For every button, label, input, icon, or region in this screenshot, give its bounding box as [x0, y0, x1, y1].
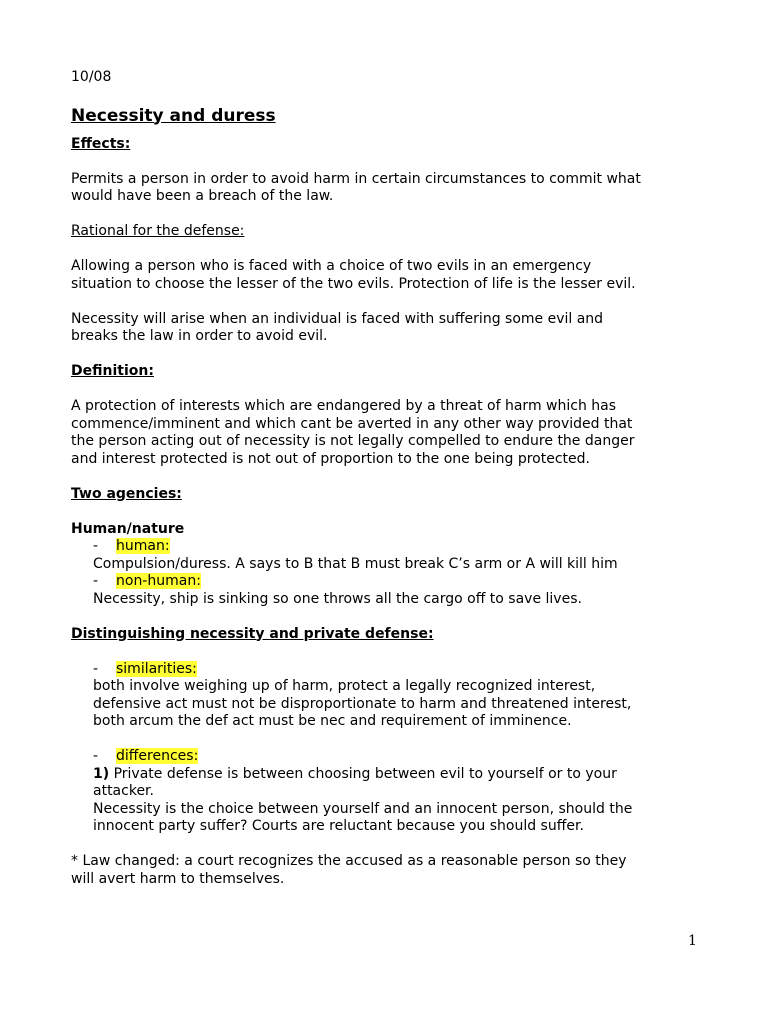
- differences-line: Necessity is the choice between yourself and an innocent person, should the: [93, 800, 633, 817]
- definition-line: A protection of interests which are endangered by a threat of harm which has: [71, 398, 617, 414]
- document-page: [71, 69, 711, 888]
- similarities-line: both involve weighing up of harm, protect a legally recognized interest,: [93, 678, 596, 694]
- bullet-row: [71, 573, 711, 591]
- note-line: * Law changed: a court recognizes the accused as a reasonable person so they: [71, 853, 627, 869]
- rational-line: situation to choose the lesser of the two evils. Protection of life is the lesser evil.: [71, 275, 636, 292]
- bullet-dash: -: [93, 573, 99, 589]
- differences-number: 1): [93, 765, 110, 782]
- similarities-line: both arcum the def act must be nec and requirement of imminence.: [93, 713, 572, 729]
- definition-heading: Definition:: [71, 363, 154, 379]
- rational-line: Allowing a person who is faced with a choice of two evils in an emergency: [71, 258, 592, 274]
- distinguishing-heading: Distinguishing necessity and private defense:: [71, 625, 434, 642]
- highlighted-label: similarities:: [116, 660, 197, 677]
- document-title: Necessity and duress: [71, 105, 276, 126]
- highlighted-label: human:: [116, 538, 170, 554]
- differences-line: innocent party suffer? Courts are reluctant because you should suffer.: [93, 818, 584, 834]
- rational-line: breaks the law in order to avoid evil.: [71, 328, 328, 344]
- similarities-line: defensive act must not be disproportionate to harm and threatened interest,: [93, 695, 632, 712]
- effects-heading: Effects:: [71, 135, 131, 152]
- differences-line: attacker.: [93, 783, 154, 799]
- definition-line: commence/imminent and which cant be averted in any other way provided that: [71, 415, 633, 432]
- rational-line: Necessity will arise when an individual is faced with suffering some evil and: [71, 310, 604, 327]
- note-line: will avert harm to themselves.: [71, 870, 285, 887]
- page-number: 1: [688, 933, 697, 949]
- bullet-row: [71, 538, 711, 556]
- agencies-subheading: Human/nature: [71, 520, 185, 537]
- highlighted-label: non-human:: [116, 573, 201, 589]
- effects-line: Permits a person in order to avoid harm in certain circumstances to commit what: [71, 170, 641, 187]
- bullet-dash: -: [93, 660, 99, 677]
- bullet-dash: -: [93, 538, 99, 554]
- differences-first-line: Private defense is between choosing between evil to yourself or to your: [109, 765, 617, 782]
- definition-line: and interest protected is not out of proportion to the one being protected.: [71, 450, 590, 467]
- definition-line: the person acting out of necessity is not legally compelled to endure the danger: [71, 433, 635, 449]
- highlighted-label: differences:: [116, 748, 199, 764]
- differences-line: [71, 766, 711, 784]
- bullet-text: Compulsion/duress. A says to B that B must break C’s arm or A will kill him: [93, 555, 618, 572]
- rational-heading: Rational for the defense:: [71, 223, 245, 239]
- effects-line: would have been a breach of the law.: [71, 188, 334, 204]
- bullet-text: Necessity, ship is sinking so one throws all the cargo off to save lives.: [93, 590, 582, 607]
- agencies-heading: Two agencies:: [71, 485, 182, 502]
- date: 10/08: [71, 69, 112, 85]
- bullet-row: [71, 661, 711, 679]
- bullet-row: [71, 748, 711, 766]
- bullet-dash: -: [93, 748, 99, 764]
